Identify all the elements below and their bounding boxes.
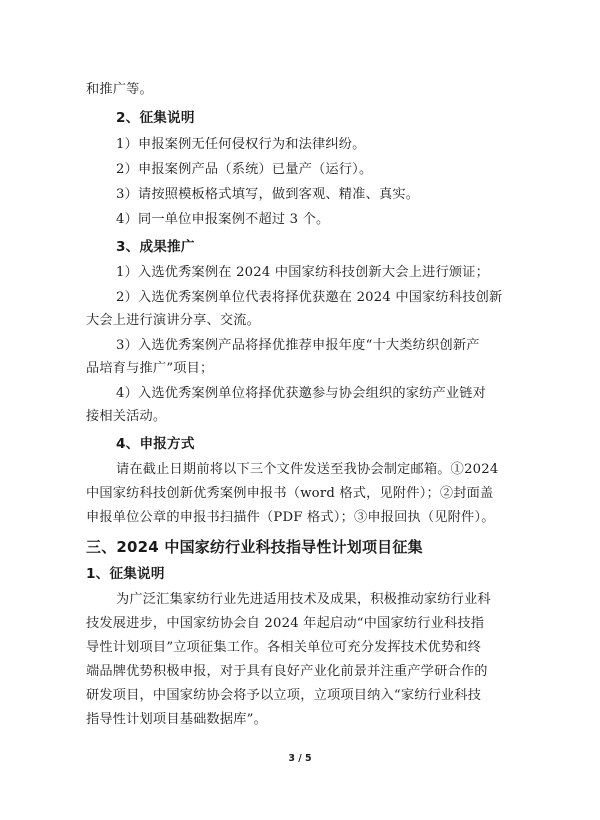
section-2-item-2: 2）申报案例产品（系统）已量产（运行）。	[116, 162, 373, 177]
section-3-item-1: 1）入选优秀案例在 2024 中国家纺科技创新大会上进行颁证；	[116, 265, 490, 280]
section-3-heading: 3、成果推广	[116, 239, 195, 255]
page-number: 3 / 5	[288, 753, 312, 764]
section-3-item-4-line-1: 4）入选优秀案例单位将择优获邀参与协会组织的家纺产业链对	[116, 386, 487, 401]
section-4-line-3: 申报单位公章的申报书扫描件（PDF 格式）；③申报回执（见附件）。	[86, 510, 495, 525]
section-4-heading: 4、申报方式	[116, 436, 195, 452]
intro-line: 和推广等。	[86, 82, 153, 97]
part-3-paragraph-line-6: 指导性计划项目基础数据库”。	[86, 712, 267, 727]
section-2-item-1: 1）申报案例无任何侵权行为和法律纠纷。	[116, 137, 366, 152]
part-3-paragraph-line-3: 导性计划项目”立项征集工作。各相关单位可充分发挥技术优势和终	[86, 640, 482, 655]
part-3-paragraph-line-2: 技发展进步，中国家纺协会自 2024 年起启动“中国家纺行业科技指	[86, 616, 485, 631]
section-3-item-4-line-2: 接相关活动。	[86, 409, 167, 424]
part-3-sub-heading: 1、征集说明	[86, 566, 165, 582]
section-3-item-3-line-2: 品培育与推广”项目；	[86, 361, 214, 376]
section-4-line-1: 请在截止日期前将以下三个文件发送至我协会制定邮箱。①2024	[116, 462, 499, 477]
part-3-paragraph-line-1: 为广泛汇集家纺行业先进适用技术及成果，积极推动家纺行业科	[116, 592, 491, 607]
section-2-heading: 2、征集说明	[116, 110, 195, 126]
part-3-paragraph-line-5: 研发项目，中国家纺协会将予以立项，立项项目纳入“家纺行业科技	[86, 688, 482, 703]
section-2-item-3: 3）请按照模板格式填写，做到客观、精准、真实。	[116, 187, 420, 202]
section-4-line-2: 中国家纺科技创新优秀案例申报书（word 格式，见附件）；②封面盖	[86, 486, 494, 501]
part-3-title: 三、2024 中国家纺行业科技指导性计划项目征集	[86, 538, 423, 556]
part-3-paragraph-line-4: 端品牌优势积极申报，对于具有良好产业化前景并注重产学研合作的	[86, 664, 488, 679]
section-3-item-2-line-1: 2）入选优秀案例单位代表将择优获邀在 2024 中国家纺科技创新	[116, 290, 503, 305]
section-3-item-3-line-1: 3）入选优秀案例产品将择优推荐申报年度“十大类纺织创新产	[116, 338, 480, 353]
section-2-item-4: 4）同一单位申报案例不超过 3 个。	[116, 212, 330, 227]
section-3-item-2-line-2: 大会上进行演讲分享、交流。	[86, 313, 261, 328]
